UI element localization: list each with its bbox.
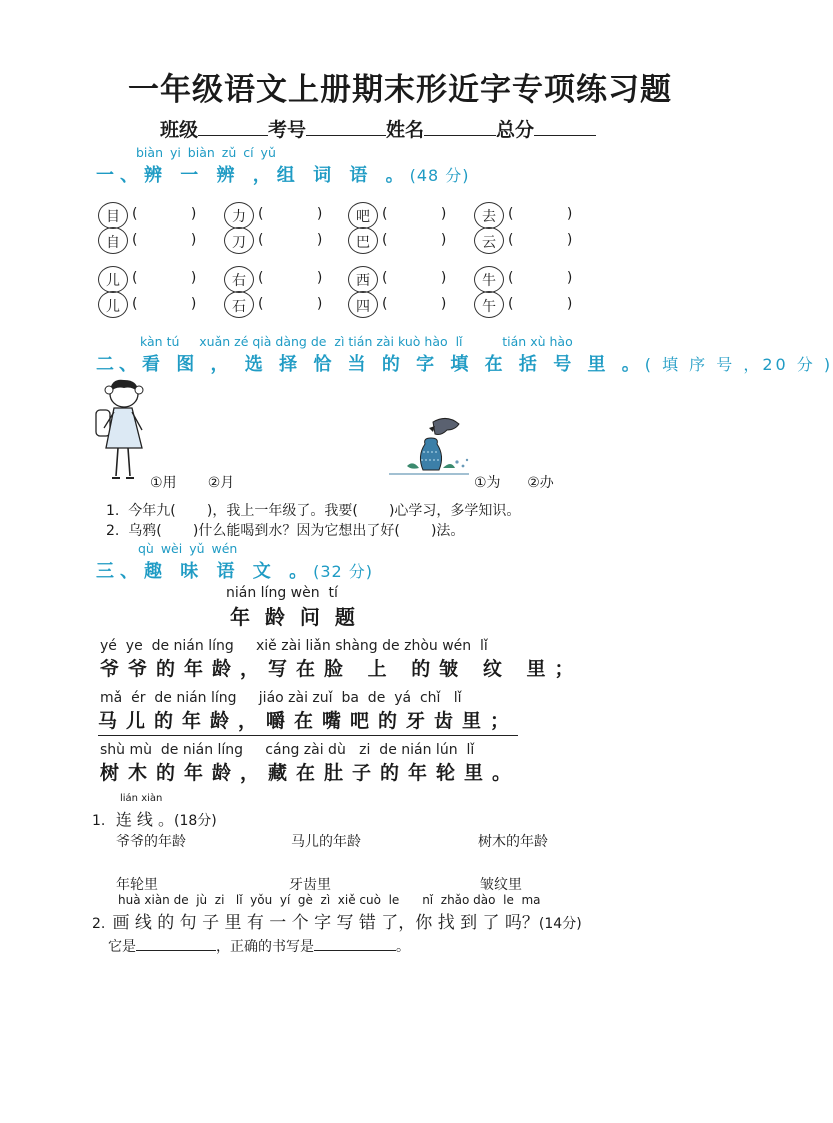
poem-title: 年 龄 问 题 xyxy=(230,605,359,629)
poem-line-2-pinyin: mǎ ér de nián líng jiáo zài zuǐ ba de yá chǐ lǐ xyxy=(100,690,462,706)
char-bottom: 石 xyxy=(232,299,246,315)
char-top: 西 xyxy=(356,273,370,289)
section1-heading xyxy=(96,161,470,187)
q2-wrong-char-blank[interactable] xyxy=(136,936,216,951)
section3-pinyin: qù wèi yǔ wén xyxy=(138,541,238,556)
answer-parens[interactable]: ( ) xyxy=(508,270,573,286)
section2-heading-text: 二、看 图 ， 选 择 恰 当 的 字 填 在 括 号 里 。 xyxy=(96,354,645,375)
poem-line-1: 爷爷的年龄，写在脸 上 的皱 纹 里； xyxy=(100,658,583,680)
name-label: 姓名 xyxy=(386,119,425,141)
exam-no-label: 考号 xyxy=(268,119,307,141)
match-bottom-1[interactable]: 年轮里 xyxy=(116,877,158,893)
answer-parens[interactable]: ( ) xyxy=(382,296,447,312)
poem-line-2-underlined[interactable]: 马儿的年龄，嚼在嘴吧的牙齿里； xyxy=(98,706,518,736)
score-label: 总分 xyxy=(496,119,535,141)
char-top: 右 xyxy=(232,273,246,289)
q2-pinyin: huà xiàn de jù zi lǐ yǒu yí gè zì xiě cuò le nǐ zhǎo dào le ma xyxy=(118,893,541,907)
answer-parens[interactable]: ( ) xyxy=(258,270,323,286)
answer-parens[interactable]: ( ) xyxy=(132,206,197,222)
poem-line-3: 树木的年龄，藏在肚子的年轮里。 xyxy=(100,762,521,784)
answer-parens[interactable]: ( ) xyxy=(508,206,573,222)
class-label: 班级 xyxy=(160,119,199,141)
q1-number: 1. xyxy=(92,813,106,829)
section3-points: (32 分) xyxy=(313,562,374,581)
section2-options-left: ①用 ②月 xyxy=(150,475,235,491)
answer-parens[interactable]: ( ) xyxy=(132,296,197,312)
poem-line-3-pinyin: shù mù de nián líng cáng zài dù zi de nián lún lǐ xyxy=(100,742,475,758)
char-bottom: 四 xyxy=(356,299,370,315)
char-top: 去 xyxy=(482,209,496,225)
class-blank[interactable] xyxy=(198,117,268,136)
answer-parens[interactable]: ( ) xyxy=(508,296,573,312)
q2-heading xyxy=(92,908,582,933)
char-bottom: 刀 xyxy=(232,235,246,251)
q2-answer-a: 它是 xyxy=(108,939,136,955)
match-top-2[interactable]: 马儿的年龄 xyxy=(291,834,361,850)
q2-answer-end: 。 xyxy=(396,939,410,955)
answer-parens[interactable]: ( ) xyxy=(382,206,447,222)
char-bottom: 云 xyxy=(482,235,496,251)
match-bottom-2[interactable]: 牙齿里 xyxy=(289,877,331,893)
score-blank[interactable] xyxy=(534,117,596,136)
q1-points: (18分) xyxy=(174,813,217,829)
answer-parens[interactable]: ( ) xyxy=(508,232,573,248)
girl-illustration xyxy=(92,376,152,486)
answer-parens[interactable]: ( ) xyxy=(258,232,323,248)
q2-answer-line xyxy=(108,936,410,956)
q1-label: 连 线 。 xyxy=(115,810,174,829)
q1-heading xyxy=(92,807,217,830)
student-info-line xyxy=(160,115,596,142)
q2-answer-b: ，正确的书写是 xyxy=(216,939,314,955)
q2-correct-char-blank[interactable] xyxy=(314,936,396,951)
answer-parens[interactable]: ( ) xyxy=(382,232,447,248)
char-top: 目 xyxy=(106,209,120,225)
match-top-3[interactable]: 树木的年龄 xyxy=(478,834,548,850)
char-top: 牛 xyxy=(482,273,496,289)
answer-parens[interactable]: ( ) xyxy=(258,296,323,312)
char-bottom: 巴 xyxy=(356,235,370,251)
char-top: 儿 xyxy=(106,273,120,289)
answer-parens[interactable]: ( ) xyxy=(132,232,197,248)
q2-number: 2. xyxy=(92,916,106,932)
answer-parens[interactable]: ( ) xyxy=(382,270,447,286)
page-title: 一年级语文上册期末形近字专项练习题 xyxy=(128,72,672,108)
char-top: 力 xyxy=(232,209,246,225)
exam-no-blank[interactable] xyxy=(306,117,386,136)
name-blank[interactable] xyxy=(424,117,496,136)
char-bottom: 儿 xyxy=(106,299,120,315)
char-bottom: 自 xyxy=(106,235,120,251)
section2-question-1[interactable]: 1. 今年九( )，我上一年级了。我要( )心学习，多学知识。 xyxy=(106,503,521,519)
char-bottom: 午 xyxy=(482,299,496,315)
q1-pinyin: lián xiàn xyxy=(120,793,163,804)
crow-bottle-illustration xyxy=(385,414,473,480)
section2-points: ( 填 序 号 ，20 分 ) xyxy=(644,355,833,374)
section2-options-right: ①为 ②办 xyxy=(474,475,554,491)
q2-points: (14分) xyxy=(538,916,582,932)
section1-pinyin: biàn yi biàn zǔ cí yǔ xyxy=(136,145,276,160)
section2-question-2[interactable]: 2. 乌鸦( )什么能喝到水？因为它想出了好( )法。 xyxy=(106,523,465,539)
section1-points: (48 分) xyxy=(409,166,470,185)
poem-line-1-pinyin: yé ye de nián líng xiě zài liǎn shàng de zhòu wén lǐ xyxy=(100,638,488,654)
match-top-1[interactable]: 爷爷的年龄 xyxy=(116,834,186,850)
section3-heading-text: 三、趣 味 语 文 。 xyxy=(96,561,314,582)
match-bottom-3[interactable]: 皱纹里 xyxy=(480,877,522,893)
answer-parens[interactable]: ( ) xyxy=(132,270,197,286)
section2-heading xyxy=(96,350,833,376)
section1-heading-text: 一、辨 一 辨 ，组 词 语 。 xyxy=(96,165,410,186)
poem-title-pinyin: nián líng wèn tí xyxy=(226,585,338,601)
section3-heading xyxy=(96,557,373,583)
answer-parens[interactable]: ( ) xyxy=(258,206,323,222)
char-top: 吧 xyxy=(356,209,370,225)
section2-pinyin: kàn tú xuǎn zé qià dàng de zì tián zài kuò hào lǐ tián xù hào xyxy=(140,334,573,349)
q2-text: 画 线 的 句 子 里 有 一 个 字 写 错 了，你 找 到 了 吗？ xyxy=(112,913,539,933)
